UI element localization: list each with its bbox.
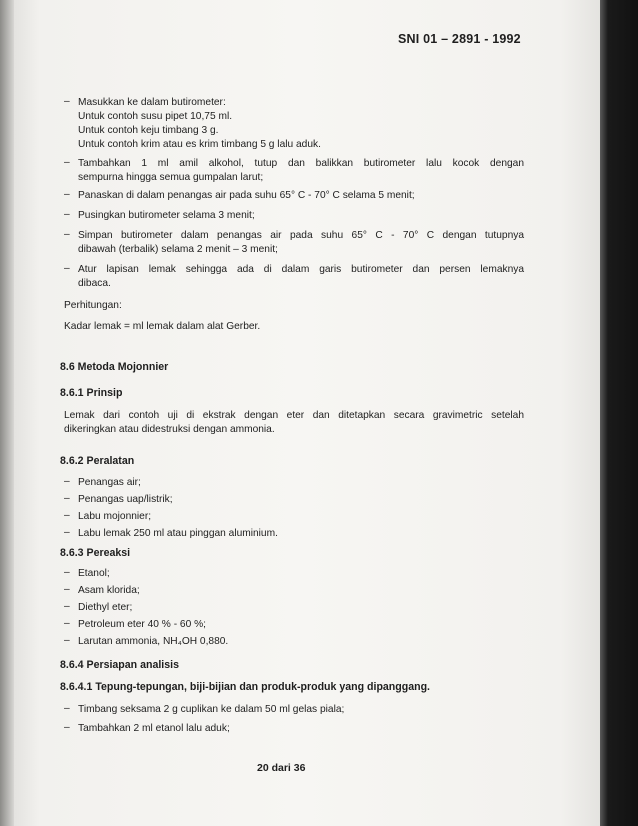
text-line: dikeringkan atau didestruksi dengan ammonia. <box>64 424 275 435</box>
subsection-heading: 8.6.4.1 Tepung-tepungan, biji-bijian dan produk-produk yang dipanggang. <box>60 681 430 693</box>
text-line: Kadar lemak = ml lemak dalam alat Gerber. <box>64 321 261 332</box>
text-line: Untuk contoh keju timbang 3 g. <box>78 125 219 136</box>
list-dash: – <box>64 584 70 595</box>
list-dash: – <box>64 96 70 107</box>
list-dash: – <box>64 189 70 200</box>
list-dash: – <box>64 209 70 220</box>
section-heading: 8.6.1 Prinsip <box>60 387 123 399</box>
list-item: Penangas uap/listrik; <box>78 494 173 505</box>
list-item: Petroleum eter 40 % - 60 %; <box>78 619 206 630</box>
list-dash: – <box>64 703 70 714</box>
text-line: sempurna hingga semua gumpalan larut; <box>78 172 264 183</box>
section-heading: 8.6.4 Persiapan analisis <box>60 659 179 671</box>
text-line: Untuk contoh krim atau es krim timbang 5 g lalu aduk. <box>78 139 321 150</box>
page-left-shadow <box>0 0 14 826</box>
text-line: Tambahkan 1 ml amil alkohol, tutup dan balikkan butirometer lalu kocok dengan <box>78 158 524 169</box>
text-line: dibawah (terbalik) selama 2 menit – 3 menit; <box>78 244 278 255</box>
list-dash: – <box>64 157 70 168</box>
list-item: Asam klorida; <box>78 585 140 596</box>
list-item: Larutan ammonia, NH₄OH 0,880. <box>78 636 229 647</box>
section-heading: 8.6 Metoda Mojonnier <box>60 361 169 373</box>
document-header: SNI 01 – 2891 - 1992 <box>398 32 521 46</box>
list-dash: – <box>64 476 70 487</box>
list-dash: – <box>64 527 70 538</box>
list-dash: – <box>64 567 70 578</box>
text-line: Atur lapisan lemak sehingga ada di dalam garis butirometer dan persen lemaknya <box>78 264 524 275</box>
list-dash: – <box>64 618 70 629</box>
text-line: Pusingkan butirometer selama 3 menit; <box>78 210 255 221</box>
list-dash: – <box>64 635 70 646</box>
list-item: Penangas air; <box>78 477 141 488</box>
list-dash: – <box>64 510 70 521</box>
section-heading: 8.6.2 Peralatan <box>60 455 135 467</box>
list-dash: – <box>64 722 70 733</box>
list-item: Timbang seksama 2 g cuplikan ke dalam 50 ml gelas piala; <box>78 704 345 715</box>
page-edge-shadow <box>600 0 638 826</box>
text-line: Untuk contoh susu pipet 10,75 ml. <box>78 111 233 122</box>
list-dash: – <box>64 263 70 274</box>
text-line: Masukkan ke dalam butirometer: <box>78 97 226 108</box>
list-dash: – <box>64 493 70 504</box>
list-dash: – <box>64 229 70 240</box>
page-number: 20 dari 36 <box>257 762 306 774</box>
list-item: Diethyl eter; <box>78 602 133 613</box>
list-item: Tambahkan 2 ml etanol lalu aduk; <box>78 723 230 734</box>
text-line: dibaca. <box>78 278 111 289</box>
list-item: Labu mojonnier; <box>78 511 152 522</box>
list-dash: – <box>64 601 70 612</box>
text-line: Lemak dari contoh uji di ekstrak dengan eter dan ditetapkan secara gravimetric setelah <box>64 410 524 421</box>
list-item: Labu lemak 250 ml atau pinggan aluminium. <box>78 528 278 539</box>
list-item: Etanol; <box>78 568 110 579</box>
section-heading: 8.6.3 Pereaksi <box>60 547 131 559</box>
text-line: Panaskan di dalam penangas air pada suhu 65° C - 70° C selama 5 menit; <box>78 190 415 201</box>
text-line: Perhitungan: <box>64 300 122 311</box>
text-line: Simpan butirometer dalam penangas air pada suhu 65° C - 70° C dengan tutupnya <box>78 230 524 241</box>
